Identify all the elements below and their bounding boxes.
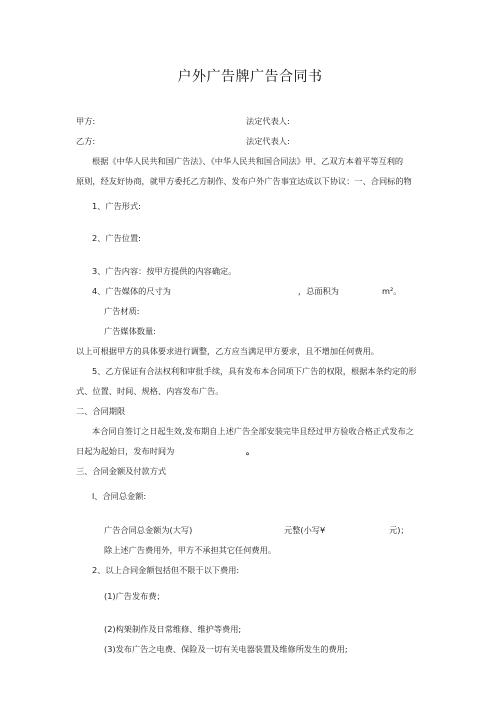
fee-item-2: (2)构架制作及日常维修、维护等费用; (104, 624, 242, 634)
party-b-representative: 法定代表人: (246, 136, 290, 146)
item-ad-content: 3、广告内容：按甲方提供的内容确定。 (92, 266, 237, 276)
fee-item-3: (3)发布广告之电费、保险及一切有关电器装置及维修所发生的费用; (104, 644, 348, 654)
term-line-1: 本合同自签订之日起生效,发布期自上述广告全部安装完毕且经过甲方验收合格正式发布之 (92, 426, 414, 436)
section-contract-term: 二、合同期限 (76, 406, 126, 416)
item-5-line-2: 式、位置、时间、规格、内容发布广告。 (76, 386, 224, 396)
party-a-label: 甲方: (76, 116, 96, 126)
item-5-line-1: 5、乙方保证有合法权利和审批手续，具有发布本合同项下广告的权限，根据本条约定的形 (92, 366, 417, 376)
item-ad-area-label: ，总面积为 (298, 286, 339, 296)
section-amount-payment: 三、合同金额及付款方式 (76, 466, 167, 476)
party-b-label: 乙方: (76, 136, 96, 146)
item-ad-size-label: 4、广告媒体的尺寸为 (92, 286, 171, 296)
ad-material: 广告材质: (104, 306, 140, 316)
document-title: 户外广告牌广告合同书 (177, 69, 323, 85)
fee-item-1: (1)广告发布费； (104, 591, 165, 601)
ad-quantity: 广告媒体数量: (104, 326, 156, 336)
amount-exclusion: 除上述广告费用外，甲方不承担其它任何费用。 (104, 545, 276, 555)
term-start-text: 日起为起始日，发布时间为 (76, 446, 175, 456)
amount-in-figures-unit: 元)； (389, 525, 409, 535)
item-ad-form: 1、广告形式: (92, 201, 141, 211)
intro-line-2: 原则，经友好协商，就甲方委托乙方制作、发布户外广告事宜达成以下协议：一、合同标的物 (76, 176, 412, 186)
term-period-end: 。 (246, 446, 255, 456)
item-ad-area-unit: m²。 (382, 286, 402, 296)
adjustment-clause: 以上可根据甲方的具体要求进行调整，乙方应当满足甲方要求，且不增加任何费用。 (76, 346, 379, 356)
item-ad-location: 2、广告位置: (92, 233, 141, 243)
fees-intro: 2、以上合同金额包括但不限于以下费用: (92, 565, 240, 575)
amount-in-words-label: 广告合同总金额为(大写) (104, 525, 193, 535)
intro-line-1: 根据《中华人民共和国广告法》、《中华人民共和国合同法》甲、乙双方本着平等互利的 (92, 156, 404, 166)
total-amount-label: l、合同总金额: (92, 491, 147, 501)
amount-in-figures-label: 元整(小写¥ (284, 525, 326, 535)
party-a-representative: 法定代表人: (246, 116, 290, 126)
